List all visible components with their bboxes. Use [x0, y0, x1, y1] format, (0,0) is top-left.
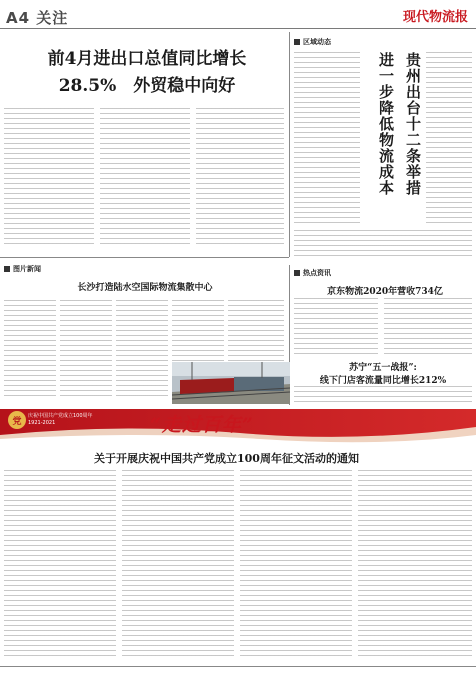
notice-headline: 关于开展庆祝中国共产党成立100周年征文活动的通知 [94, 452, 359, 465]
freight-train-photo [172, 362, 290, 404]
jd-logistics-headline: 京东物流2020年营收734亿 [327, 287, 443, 297]
anniversary-logo-text: 庆祝中国共产党成立100周年 1921-2021 [28, 413, 93, 426]
jd-logistics-body-col-2 [384, 298, 472, 356]
label-square-icon [294, 270, 300, 276]
hot-info-label: 热点资讯 [294, 268, 331, 278]
lead-headline [22, 46, 272, 100]
newspaper-name: 现代物流报 [402, 10, 468, 25]
banner-title: “走过百年” [150, 414, 254, 436]
regional-label: 区域动态 [294, 37, 331, 47]
notice-body-col-1 [4, 470, 116, 660]
section-tag: A4 关注 [6, 9, 69, 27]
label-square-icon [4, 266, 10, 272]
column-divider [289, 32, 290, 257]
jd-logistics-body-col-1 [294, 298, 378, 356]
photo-news-label: 图片新闻 [4, 264, 41, 274]
photo-news-body-col-1 [4, 300, 56, 400]
notice-body-col-2 [122, 470, 234, 660]
lead-body-col-3 [196, 108, 284, 248]
lead-headline-line-2: 28.5% 外贸稳中向好 [58, 76, 236, 96]
suning-headline-line-2: 线下门店客流量同比增长212% [319, 376, 447, 386]
section-divider [0, 257, 289, 258]
label-square-icon [294, 39, 300, 45]
suning-body [294, 386, 472, 406]
notice-body-col-3 [240, 470, 352, 660]
suning-headline [294, 360, 472, 386]
lead-body-col-2 [100, 108, 190, 248]
lead-body-col-1 [4, 108, 94, 248]
photo-news-body-col-2 [60, 300, 112, 400]
page-footer [0, 666, 476, 681]
lead-headline-line-1: 前4月进出口总值同比增长 [47, 49, 247, 69]
suning-headline-line-1: 苏宁“五一战报”: [349, 363, 417, 373]
regional-headline-col-2: 进一步降低物流成本 [377, 52, 395, 196]
photo-news-body-col-3 [116, 300, 168, 400]
photo-news-headline: 长沙打造陆水空国际物流集散中心 [77, 283, 213, 293]
regional-intro-text [294, 52, 360, 227]
regional-body-bottom [294, 230, 472, 260]
regional-vertical-headline [364, 52, 424, 222]
page-header [0, 0, 476, 29]
regional-body-col-1 [426, 52, 472, 227]
party-emblem-icon: 党 [8, 411, 26, 429]
freight-train-illustration [172, 362, 290, 404]
regional-headline-col-1: 贵州出台十二条举措 [404, 52, 422, 196]
notice-body-col-4 [358, 470, 472, 660]
